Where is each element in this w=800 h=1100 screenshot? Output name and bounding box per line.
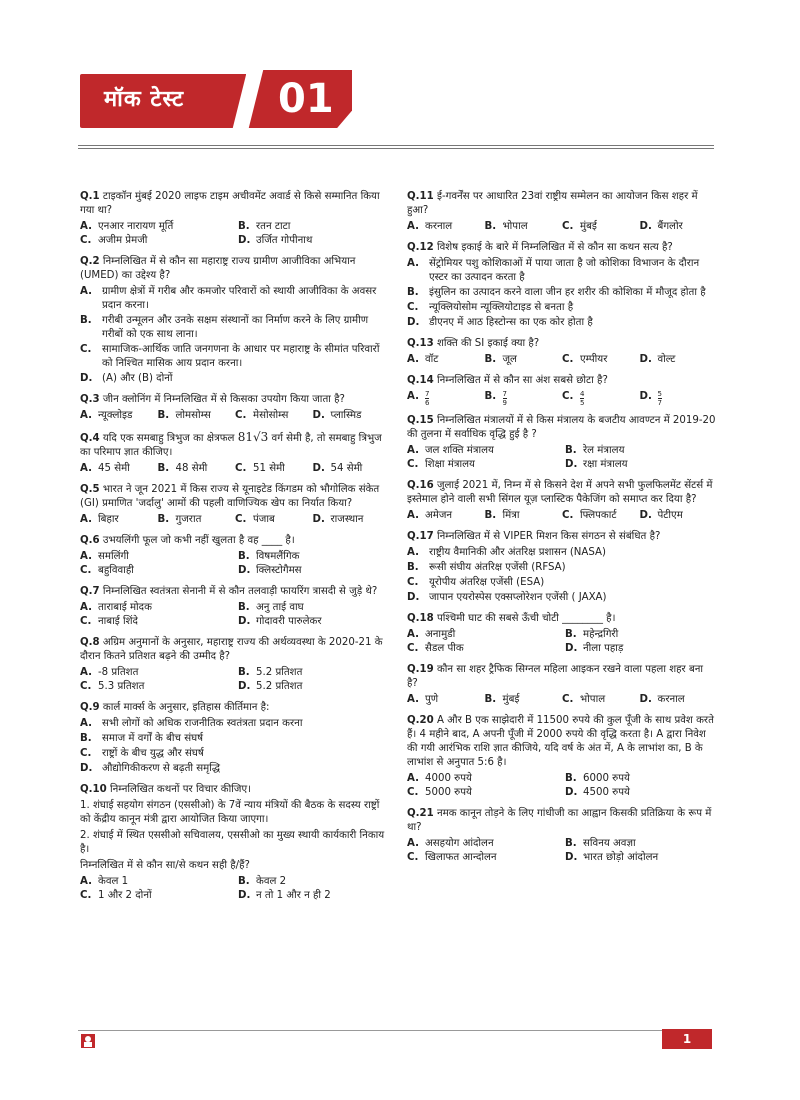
option-d[interactable]: D. 5.2 प्रतिशत bbox=[238, 681, 303, 692]
option-c[interactable]: C. राष्ट्रों के बीच युद्ध और संघर्ष bbox=[80, 748, 204, 759]
question-number: Q.19 bbox=[407, 664, 434, 675]
question-text: उभयलिंगी फूल जो कभी नहीं खुलता है वह ____ है। bbox=[102, 535, 295, 546]
option-b[interactable]: B. केवल 2 bbox=[238, 876, 287, 887]
question-text: कौन सा शहर ट्रैफिक सिग्नल महिला आइकन रखने वाला पहला शहर बना है? bbox=[407, 664, 704, 689]
question-11 bbox=[407, 190, 717, 234]
option-a[interactable]: A. न्यूक्लोइड bbox=[80, 410, 133, 421]
divider-top-2 bbox=[78, 148, 714, 149]
fraction: $\frac{5}{7}$ bbox=[657, 390, 662, 407]
question-number: Q.5 bbox=[80, 484, 100, 495]
question-number: Q.16 bbox=[407, 480, 434, 491]
option-d[interactable]: D. रक्षा मंत्रालय bbox=[565, 459, 628, 470]
option-b[interactable]: B. इंसुलिन का उत्पादन करने वाला जीन हर शरीर की कोशिका में मौजूद होता है bbox=[407, 287, 706, 298]
option-c[interactable]: C. 5000 रुपये bbox=[407, 787, 472, 798]
option-b[interactable]: B. रूसी संघीय अंतरिक्ष एजेंसी (RFSA) bbox=[407, 562, 566, 573]
option-c[interactable]: C. 51 सेमी bbox=[235, 463, 285, 474]
option-a[interactable]: A. पुणे bbox=[407, 694, 439, 705]
option-d[interactable]: D. 54 सेमी bbox=[312, 463, 363, 474]
option-c[interactable]: C. अजीम प्रेमजी bbox=[80, 235, 148, 246]
option-a[interactable]: A. समलिंगी bbox=[80, 551, 129, 562]
option-d[interactable]: D. जापान एयरोस्पेस एक्सप्लोरेशन एजेंसी ( JAXA) bbox=[407, 592, 607, 603]
option-a[interactable]: A. राष्ट्रीय वैमानिकी और अंतरिक्ष प्रशासन (NASA) bbox=[407, 547, 606, 558]
question-16 bbox=[407, 479, 717, 523]
question-18 bbox=[407, 612, 717, 656]
question-text: निम्नलिखित में से कौन सा अंश सबसे छोटा है? bbox=[436, 375, 608, 386]
option-a[interactable]: A. जल शक्ति मंत्रालय bbox=[407, 445, 494, 456]
right-column bbox=[407, 190, 717, 872]
question-number: Q.2 bbox=[80, 256, 100, 267]
question-text: भारत ने जून 2021 में किस राज्य से यूनाइटेड किंगडम को भौगोलिक संकेत (GI) प्रमाणित 'जर्दालु' आमों की पहली वाणिज्यिक खेप का निर्यात किया? bbox=[80, 484, 380, 509]
option-a[interactable]: A. ग्रामीण क्षेत्रों में गरीब और कमजोर परिवारों को स्थायी आजीविका के अवसर प्रदान करना। bbox=[80, 286, 377, 311]
question-text: अग्रिम अनुमानों के अनुसार, महाराष्ट्र राज्य की अर्थव्यवस्था के 2020-21 के दौरान कितने प्रतिशत बढ़ने की उम्मीद है? bbox=[80, 637, 383, 662]
question-text: A और B एक साझेदारी में 11500 रुपये की कुल पूँजी के साथ प्रवेश करते हैं। 4 महीने बाद, A अपनी पूँजी में 2000 रुपये की वृद्धि करता है। A द्वारा निवेश की गयी आरंभिक राशि ज्ञात कीजिये, यदि वर्ष के अंत में, A के लाभांश का, B के लाभांश से अनुपात 5:6 है। bbox=[407, 715, 714, 768]
option-d[interactable]: D. डीएनए में आठ हिस्टोन्स का एक कोर होता है bbox=[407, 317, 593, 328]
option-a[interactable]: A. ताराबाई मोदक bbox=[80, 602, 152, 613]
option-d[interactable]: D. बैंगलोर bbox=[639, 221, 683, 232]
statement-1: 1. शंघाई सहयोग संगठन (एससीओ) के 7वें न्याय मंत्रियों की बैठक के सदस्य राष्ट्रों को केंद्रीय कानून मंत्री द्वारा आयोजित किया जाएगा। bbox=[80, 800, 380, 825]
option-d[interactable]: D. गोदावरी पारुलेकर bbox=[238, 616, 322, 627]
question-1 bbox=[80, 190, 390, 248]
option-b[interactable]: B. महेन्द्रगिरी bbox=[565, 629, 619, 640]
option-a[interactable]: A. 4000 रुपये bbox=[407, 773, 472, 784]
question-number: Q.9 bbox=[80, 702, 100, 713]
option-d[interactable]: D. (A) और (B) दोनों bbox=[80, 373, 173, 384]
option-d[interactable]: D. उर्जित गोपीनाथ bbox=[238, 235, 313, 246]
question-text: जीन क्लोनिंग में निम्नलिखित में से किसका उपयोग किया जाता है? bbox=[102, 394, 345, 405]
question-number: Q.17 bbox=[407, 531, 434, 542]
option-d[interactable]: D. क्लिस्टोगैमस bbox=[238, 565, 302, 576]
option-c[interactable]: C. सैडल पीक bbox=[407, 643, 464, 654]
question-5 bbox=[80, 483, 390, 527]
question-text: निम्नलिखित में से VIPER मिशन किस संगठन से संबंधित है? bbox=[436, 531, 661, 542]
question-text: निम्नलिखित कथनों पर विचार कीजिए। bbox=[109, 784, 251, 795]
option-a[interactable]: A. 45 सेमी bbox=[80, 463, 130, 474]
option-c[interactable]: C. मुंबई bbox=[562, 221, 597, 232]
question-9 bbox=[80, 701, 390, 776]
question-2 bbox=[80, 255, 390, 386]
option-c[interactable]: C. पंजाब bbox=[235, 514, 275, 525]
option-a[interactable]: A. $\frac{7}{6}$ bbox=[407, 390, 430, 407]
question-19 bbox=[407, 663, 717, 707]
question-17 bbox=[407, 530, 717, 605]
question-text: नमक कानून तोड़ने के लिए गांधीजी का आह्वान किसकी प्रतिक्रिया के रूप में था? bbox=[407, 808, 712, 833]
option-a[interactable]: A. करनाल bbox=[407, 221, 453, 232]
option-b[interactable]: B. मुंबई bbox=[484, 694, 520, 705]
option-d[interactable]: D. 4500 रुपये bbox=[565, 787, 630, 798]
option-b[interactable]: B. 5.2 प्रतिशत bbox=[238, 667, 303, 678]
question-6 bbox=[80, 534, 390, 578]
fraction: $\frac{7}{6}$ bbox=[425, 390, 430, 407]
question-number: Q.11 bbox=[407, 191, 434, 202]
question-text: निम्नलिखित स्वतंत्रता सेनानी में से कौन तलवाड़ी फायरिंग त्रासदी से जुड़े थे? bbox=[102, 586, 378, 597]
header-banner bbox=[80, 70, 352, 128]
question-number: Q.1 bbox=[80, 191, 100, 202]
question-20 bbox=[407, 714, 717, 800]
option-a[interactable]: A. सभी लोगों को अधिक राजनीतिक स्वतंत्रता प्रदान करना bbox=[80, 718, 303, 729]
option-d[interactable]: D. पेटीएम bbox=[639, 510, 683, 521]
option-d[interactable]: D. न तो 1 और न ही 2 bbox=[238, 890, 331, 901]
option-d[interactable]: D. नीला पहाड़ bbox=[565, 643, 624, 654]
question-21 bbox=[407, 807, 717, 865]
question-10 bbox=[80, 783, 390, 903]
option-a[interactable]: A. बिहार bbox=[80, 514, 119, 525]
statement-2: 2. शंघाई में स्थित एससीओ सचिवालय, एससीओ का मुख्य स्थायी कार्यकारी निकाय है। bbox=[80, 830, 385, 855]
question-text: निम्नलिखित मंत्रालयों में से किस मंत्रालय के बजटीय आवण्टन में 2019-20 की तुलना में सर्वाधिक वृद्धि हुई है ? bbox=[407, 415, 716, 440]
option-b[interactable]: B. 48 सेमी bbox=[157, 463, 208, 474]
question-number: Q.7 bbox=[80, 586, 100, 597]
option-d[interactable]: D. प्लास्मिड bbox=[312, 410, 362, 421]
option-c[interactable]: C. मेसोसोम्स bbox=[235, 410, 289, 421]
question-15 bbox=[407, 414, 717, 472]
question-14 bbox=[407, 374, 717, 407]
question-number: Q.14 bbox=[407, 375, 434, 386]
publisher-logo-icon bbox=[80, 1033, 96, 1049]
option-b[interactable]: B. समाज में वर्गों के बीच संघर्ष bbox=[80, 733, 204, 744]
fraction: $\frac{7}{9}$ bbox=[502, 390, 507, 407]
math-expression: 81√3 bbox=[237, 430, 269, 444]
question-number: Q.20 bbox=[407, 715, 434, 726]
question-text: कार्ल मार्क्स के अनुसार, इतिहास कीर्तिमान है: bbox=[102, 702, 270, 713]
question-text: ई-गवर्नेंस पर आधारित 23वां राष्ट्रीय सम्मेलन का आयोजन किस शहर में हुआ? bbox=[407, 191, 698, 216]
question-number: Q.10 bbox=[80, 784, 107, 795]
option-c[interactable]: C. एम्पीयर bbox=[562, 354, 608, 365]
option-a[interactable]: A. अमेजन bbox=[407, 510, 453, 521]
option-a[interactable]: A. सेंट्रोमियर पशु कोशिकाओं में पाया जाता है जो कोशिका विभाजन के दौरान एस्टर का उत्पादन करता है bbox=[407, 258, 700, 283]
question-4 bbox=[80, 430, 390, 476]
question-13 bbox=[407, 337, 717, 367]
option-a[interactable]: A. -8 प्रतिशत bbox=[80, 667, 139, 678]
option-c[interactable]: C. 5.3 प्रतिशत bbox=[80, 681, 145, 692]
option-d[interactable]: D. भारत छोड़ो आंदोलन bbox=[565, 852, 659, 863]
question-number: Q.3 bbox=[80, 394, 100, 405]
option-a[interactable]: A. वॉट bbox=[407, 354, 439, 365]
question-number: Q.4 bbox=[80, 433, 100, 444]
option-d[interactable]: D. राजस्थान bbox=[312, 514, 364, 525]
question-ask: निम्नलिखित में से कौन सा/से कथन सही है/हैं? bbox=[80, 860, 250, 871]
option-a[interactable]: A. अनामुडी bbox=[407, 629, 456, 640]
option-b[interactable]: B. लोमसोम्स bbox=[157, 410, 211, 421]
footer-divider bbox=[78, 1030, 668, 1031]
option-c[interactable]: C. $\frac{4}{5}$ bbox=[562, 390, 585, 407]
question-3 bbox=[80, 393, 390, 423]
option-c[interactable]: C. बहुविवाही bbox=[80, 565, 134, 576]
option-a[interactable]: A. एनआर नारायण मूर्ति bbox=[80, 221, 174, 232]
question-number: Q.21 bbox=[407, 808, 434, 819]
option-d[interactable]: D. करनाल bbox=[639, 694, 685, 705]
option-c[interactable]: C. 1 और 2 दोनों bbox=[80, 890, 152, 901]
option-c[interactable]: C. फ्लिपकार्ट bbox=[562, 510, 617, 521]
option-b[interactable]: B. विषमलैंगिक bbox=[238, 551, 300, 562]
option-b[interactable]: B. अनु ताई वाघ bbox=[238, 602, 304, 613]
divider-top bbox=[78, 145, 714, 146]
question-number: Q.15 bbox=[407, 415, 434, 426]
left-column bbox=[80, 190, 390, 910]
option-b[interactable]: B. जूल bbox=[484, 354, 517, 365]
option-b[interactable]: B. रेल मंत्रालय bbox=[565, 445, 625, 456]
option-c[interactable]: C. यूरोपीय अंतरिक्ष एजेंसी (ESA) bbox=[407, 577, 545, 588]
question-text: विशेष इकाई के बारे में निम्नलिखित में से कौन सा कथन सत्य है? bbox=[436, 242, 673, 253]
test-number: 01 bbox=[278, 76, 334, 122]
option-c[interactable]: C. भोपाल bbox=[562, 694, 606, 705]
question-7 bbox=[80, 585, 390, 629]
question-number: Q.12 bbox=[407, 242, 434, 253]
question-text: यदि एक समबाहु त्रिभुज का क्षेत्रफल bbox=[102, 433, 235, 444]
question-text: टाइकॉन मुंबई 2020 लाइफ टाइम अचीवमेंट अवार्ड से किसे सम्मानित किया गया था? bbox=[80, 191, 380, 216]
question-text: शक्ति की SI इकाई क्या है? bbox=[436, 338, 540, 349]
option-b[interactable]: B. गुजरात bbox=[157, 514, 202, 525]
question-12 bbox=[407, 241, 717, 330]
question-text: जुलाई 2021 में, निम्न में से किसने देश में अपने सभी फुलफिलमेंट सेंटर्स में इस्तेमाल होने वाली सभी सिंगल यूज़ प्लास्टिक पैकेजिंग को समाप्त कर दिया है? bbox=[407, 480, 713, 505]
question-8 bbox=[80, 636, 390, 694]
option-b[interactable]: B. $\frac{7}{9}$ bbox=[484, 390, 507, 407]
option-b[interactable]: B. सविनय अवज्ञा bbox=[565, 838, 636, 849]
option-b[interactable]: B. गरीबी उन्मूलन और उनके सक्षम संस्थानों का निर्माण करने के लिए ग्रामीण गरीबों को एक साथ लाना। bbox=[80, 315, 369, 340]
option-d[interactable]: D. $\frac{5}{7}$ bbox=[639, 390, 662, 407]
option-c[interactable]: C. खिलाफत आन्दोलन bbox=[407, 852, 497, 863]
option-b[interactable]: B. 6000 रुपये bbox=[565, 773, 630, 784]
option-d[interactable]: D. वोल्ट bbox=[639, 354, 676, 365]
option-a[interactable]: A. केवल 1 bbox=[80, 876, 129, 887]
option-b[interactable]: B. रतन टाटा bbox=[238, 221, 291, 232]
question-text: निम्नलिखित में से कौन सा महाराष्ट्र राज्य ग्रामीण आजीविका अभियान (UMED) का उद्देश्य है? bbox=[80, 256, 356, 281]
page-title: मॉक टेस्ट bbox=[104, 87, 185, 112]
question-number: Q.18 bbox=[407, 613, 434, 624]
option-b[interactable]: B. मिंत्रा bbox=[484, 510, 520, 521]
question-number: Q.8 bbox=[80, 637, 100, 648]
option-c[interactable]: C. शिक्षा मंत्रालय bbox=[407, 459, 475, 470]
option-c[interactable]: C. न्यूक्लियोसोम न्यूक्लियोटाइड से बनता है bbox=[407, 302, 574, 313]
page-number: 1 bbox=[662, 1029, 712, 1049]
question-number: Q.13 bbox=[407, 338, 434, 349]
option-c[interactable]: C. सामाजिक-आर्थिक जाति जनगणना के आधार पर महाराष्ट्र के सीमांत परिवारों को निश्चित मासिक आय प्रदान करना। bbox=[80, 344, 380, 369]
option-b[interactable]: B. भोपाल bbox=[484, 221, 528, 232]
option-a[interactable]: A. असहयोग आंदोलन bbox=[407, 838, 494, 849]
fraction: $\frac{4}{5}$ bbox=[580, 390, 585, 407]
option-c[interactable]: C. नाबाई शिंदे bbox=[80, 616, 138, 627]
question-text-cont: वर्ग सेमी है, तो समबाहु त्रिभुज का परिमाप ज्ञात कीजिए। bbox=[80, 433, 382, 458]
option-d[interactable]: D. औद्योगिकीकरण से बढ़ती समृद्धि bbox=[80, 763, 221, 774]
question-number: Q.6 bbox=[80, 535, 100, 546]
question-text: पश्चिमी घाट की सबसे ऊँची चोटी ________ है। bbox=[436, 613, 616, 624]
